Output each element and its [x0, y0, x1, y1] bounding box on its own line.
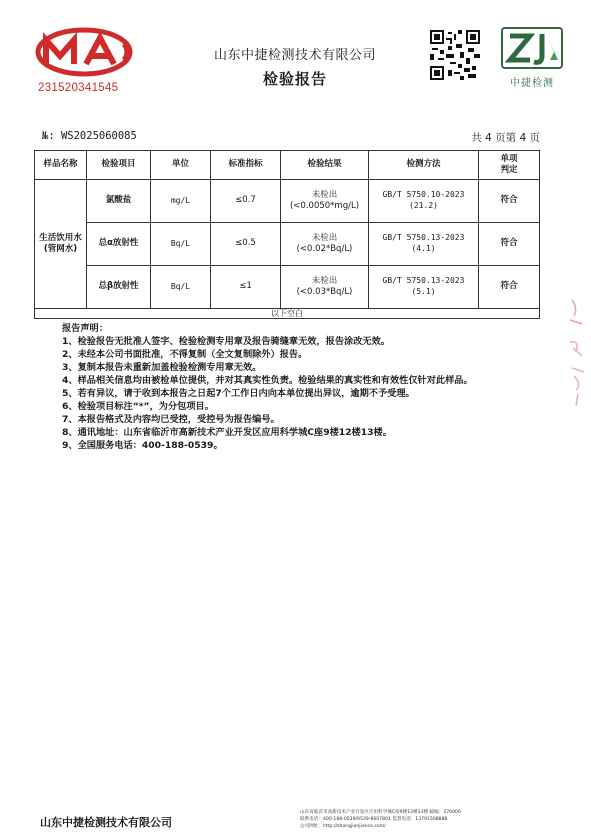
report-declaration [62, 322, 542, 452]
method-cell: GB/T 5750.13-2023 (4.1) [369, 223, 479, 266]
blank-row [35, 309, 540, 319]
header-result: 检验结果 [281, 151, 369, 180]
unit-cell: Bq/L [151, 223, 211, 266]
declaration-title: 报告声明： [62, 323, 108, 334]
table-header-row [35, 151, 540, 180]
footer-phone: 联系电话：400-188-0539/0539-8607801 监督电话：13791508888 [300, 817, 448, 822]
test-item-cell: 氯酸盐 [87, 180, 151, 223]
declaration-item: 5、若有异议，请于收到本报告之日起7个工作日内向本单位提出异议，逾期不予受理。 [62, 388, 415, 399]
declaration-item: 8、通讯地址：山东省临沂市高新技术产业开发区应用科学城C座9楼12楼13楼。 [62, 427, 392, 438]
footer-contact-info [300, 809, 560, 830]
cma-logo [34, 26, 134, 84]
header-standard: 标准指标 [211, 151, 281, 180]
verdict-cell: 符合 [479, 180, 540, 223]
test-item-cell: 总α放射性 [87, 223, 151, 266]
method-cell: GB/T 5750.10-2023 (21.2) [369, 180, 479, 223]
sample-name-cell: 生活饮用水 (管网水) [35, 180, 87, 309]
result-cell: 未检出 (<0.03*Bq/L) [281, 266, 369, 309]
unit-cell: Bq/L [151, 266, 211, 309]
report-title: 检验报告 [262, 70, 327, 88]
declaration-item: 4、样品相关信息均由被检单位提供，并对其真实性负责。检验结果的真实性和有效性仅针对此样品。 [62, 375, 473, 386]
test-item-cell: 总β放射性 [87, 266, 151, 309]
seal-fragment-icon [564, 290, 591, 420]
verdict-cell: 符合 [479, 266, 540, 309]
declaration-item: 2、未经本公司书面批准，不得复制（全文复制除外）报告。 [62, 349, 308, 360]
declaration-item: 3、复制本报告未重新加盖检验检测专用章无效。 [62, 362, 262, 373]
header-verdict: 单项 判定 [479, 151, 540, 180]
blank-note: 以下空白 [35, 309, 540, 319]
header-method: 检测方法 [369, 151, 479, 180]
table-row [35, 223, 540, 266]
logo-caption: 中捷检测 [510, 78, 554, 89]
declaration-item: 6、检验项目标注“*”，为分包项目。 [62, 401, 214, 412]
qr-code-icon [430, 30, 480, 80]
result-cell: 未检出 (<0.0050*mg/L) [281, 180, 369, 223]
unit-cell: mg/L [151, 180, 211, 223]
footer-address: 山东省临沂市高新技术产业开发区应用科学城C座9楼12楼13楼 邮编：276000 [300, 810, 461, 815]
header-sample-name: 样品名称 [35, 151, 87, 180]
declaration-item: 9、全国服务电话：400-188-0539。 [62, 440, 223, 451]
result-cell: 未检出 (<0.02*Bq/L) [281, 223, 369, 266]
header-test-item: 检验项目 [87, 151, 151, 180]
results-table [34, 150, 540, 319]
cma-certificate-number: 231520341545 [38, 82, 119, 94]
company-name: 山东中捷检测技术有限公司 [213, 48, 376, 63]
verdict-cell: 符合 [479, 223, 540, 266]
standard-cell: ≤1 [211, 266, 281, 309]
declaration-item: 7、本报告格式及内容均已受控，受控号为报告编号。 [62, 414, 280, 425]
method-cell: GB/T 5750.13-2023 (5.1) [369, 266, 479, 309]
report-number: №: WS2025060085 [42, 130, 137, 142]
table-row [35, 266, 540, 309]
page-indicator: 共 4 页第 4 页 [471, 132, 540, 144]
standard-cell: ≤0.5 [211, 223, 281, 266]
header-unit: 单位 [151, 151, 211, 180]
standard-cell: ≤0.7 [211, 180, 281, 223]
footer-company-name: 山东中捷检测技术有限公司 [40, 816, 172, 829]
footer-website: 公司网址：http://zhongjianjiance.com/ [300, 824, 386, 829]
table-row [35, 180, 540, 223]
zhongjie-logo-icon [500, 26, 564, 70]
declaration-item: 1、检验报告无批准人签字、检验检测专用章及报告骑缝章无效，报告涂改无效。 [62, 336, 390, 347]
